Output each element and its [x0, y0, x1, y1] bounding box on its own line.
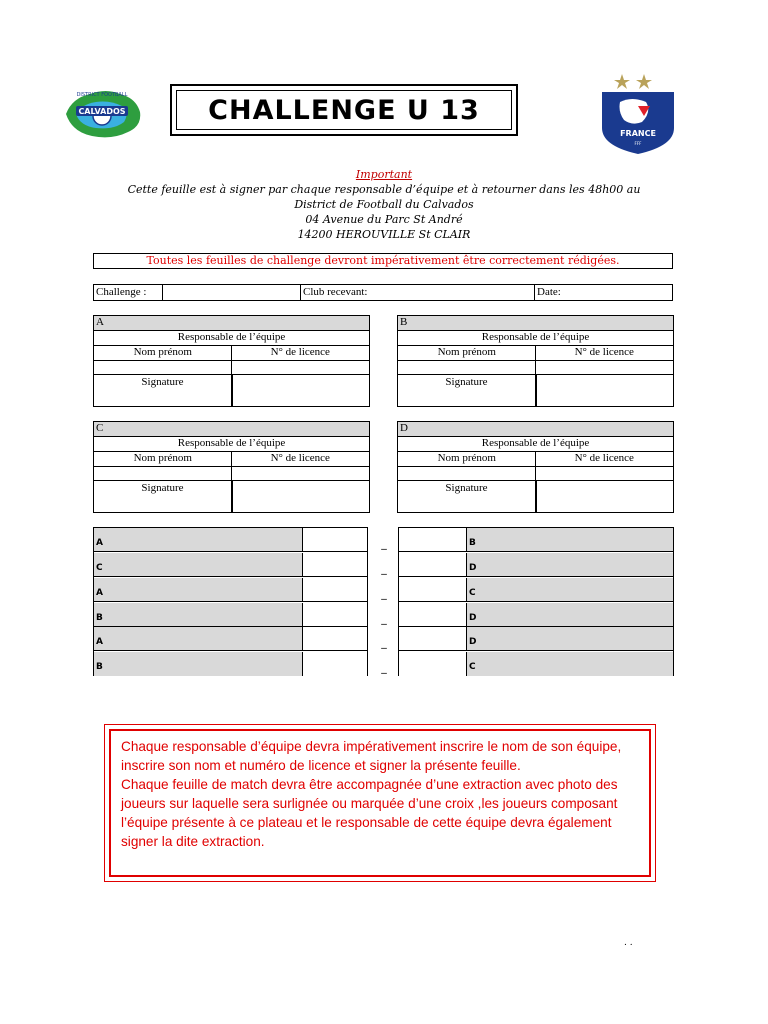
- responsable-label: Responsable de l’équipe: [398, 436, 673, 452]
- important-label: Important: [355, 168, 413, 181]
- matches-away-table: [398, 527, 674, 676]
- match-home-team: A: [94, 528, 302, 551]
- matches-home-table: [93, 527, 368, 676]
- signature-label: Signature: [445, 376, 488, 388]
- match-away-team: B: [467, 528, 673, 551]
- footer-mark: . .: [624, 938, 633, 948]
- svg-text:FRANCE: FRANCE: [620, 129, 656, 138]
- important-block: [0, 167, 768, 242]
- signature-label: Signature: [445, 482, 488, 494]
- away-score-cell[interactable]: [399, 553, 467, 576]
- match-away-team: D: [467, 603, 673, 626]
- notice-box: [104, 724, 656, 882]
- svg-text:FFF: FFF: [634, 141, 642, 146]
- home-score-cell[interactable]: [302, 603, 367, 626]
- nom-prenom-header: Nom prénom: [437, 346, 496, 358]
- svg-text:CALVADOS: CALVADOS: [78, 107, 126, 116]
- home-score-cell[interactable]: [302, 627, 367, 650]
- svg-text:DISTRICT FOOTBALL: DISTRICT FOOTBALL: [76, 92, 128, 98]
- notice-line-1: Chaque responsable d’équipe devra impérativement inscrire le nom de son équipe,: [121, 739, 622, 754]
- match-away-team: C: [467, 578, 673, 601]
- score-separator: _: [381, 562, 387, 575]
- team-header: C: [94, 422, 369, 437]
- away-score-cell[interactable]: [399, 603, 467, 626]
- notice-line-2: inscrire son nom et numéro de licence et signer la présente feuille.: [121, 758, 521, 773]
- licence-header: N° de licence: [574, 346, 634, 358]
- title-box: [170, 84, 518, 136]
- score-separator: _: [381, 636, 387, 649]
- home-score-cell[interactable]: [302, 528, 367, 551]
- away-score-cell[interactable]: [399, 627, 467, 650]
- warning-line: Toutes les feuilles de challenge devront impérativement être correctement rédigées.: [93, 253, 673, 269]
- nom-prenom-header: Nom prénom: [437, 452, 496, 464]
- licence-header: N° de licence: [574, 452, 634, 464]
- important-line-4: 14200 HEROUVILLE St CLAIR: [297, 228, 471, 241]
- challenge-label: Challenge :: [96, 286, 147, 298]
- club-recevant-field[interactable]: Club recevant:: [300, 285, 534, 300]
- nom-prenom-header: Nom prénom: [133, 452, 192, 464]
- notice-line-6: signer la dite extraction.: [121, 834, 265, 849]
- team-a-box: [93, 315, 370, 407]
- signature-label: Signature: [141, 482, 184, 494]
- match-away-team: D: [467, 627, 673, 650]
- important-line-3: 04 Avenue du Parc St André: [305, 213, 463, 226]
- away-score-cell[interactable]: [399, 652, 467, 676]
- fff-france-logo: [598, 72, 678, 156]
- team-c-box: [93, 421, 370, 513]
- district-calvados-logo: [62, 80, 144, 142]
- score-separator: _: [381, 537, 387, 550]
- notice-text: [121, 737, 643, 851]
- responsable-label: Responsable de l’équipe: [94, 436, 369, 452]
- notice-line-4: joueurs sur laquelle sera surlignée ou marquée d’une croix ,les joueurs composant: [121, 796, 618, 811]
- challenge-info-row: [93, 284, 673, 301]
- match-home-team: B: [94, 652, 302, 676]
- notice-line-5: l’équipe présente à ce plateau et le responsable de cette équipe devra également: [121, 815, 612, 830]
- score-separator: _: [381, 587, 387, 600]
- team-header: B: [398, 316, 673, 331]
- match-home-team: B: [94, 603, 302, 626]
- team-header: D: [398, 422, 673, 437]
- important-line-1: Cette feuille est à signer par chaque responsable d’équipe et à retourner dans les 48h00 au: [127, 183, 641, 196]
- responsable-label: Responsable de l’équipe: [398, 330, 673, 346]
- home-score-cell[interactable]: [302, 652, 367, 676]
- challenge-field[interactable]: [162, 285, 300, 300]
- responsable-label: Responsable de l’équipe: [94, 330, 369, 346]
- team-b-box: [397, 315, 674, 407]
- important-line-2: District de Football du Calvados: [294, 198, 474, 211]
- score-separator: _: [381, 661, 387, 674]
- notice-line-3: Chaque feuille de match devra être accompagnée d’une extraction avec photo des: [121, 777, 618, 792]
- team-header: A: [94, 316, 369, 331]
- date-field[interactable]: Date:: [534, 285, 672, 300]
- team-d-box: [397, 421, 674, 513]
- home-score-cell[interactable]: [302, 553, 367, 576]
- match-home-team: A: [94, 627, 302, 650]
- away-score-cell[interactable]: [399, 528, 467, 551]
- score-separator: _: [381, 612, 387, 625]
- home-score-cell[interactable]: [302, 578, 367, 601]
- away-score-cell[interactable]: [399, 578, 467, 601]
- match-home-team: A: [94, 578, 302, 601]
- match-home-team: C: [94, 553, 302, 576]
- signature-label: Signature: [141, 376, 184, 388]
- match-away-team: D: [467, 553, 673, 576]
- licence-header: N° de licence: [270, 452, 330, 464]
- match-away-team: C: [467, 652, 673, 676]
- page-title: CHALLENGE U 13: [176, 90, 512, 130]
- licence-header: N° de licence: [270, 346, 330, 358]
- nom-prenom-header: Nom prénom: [133, 346, 192, 358]
